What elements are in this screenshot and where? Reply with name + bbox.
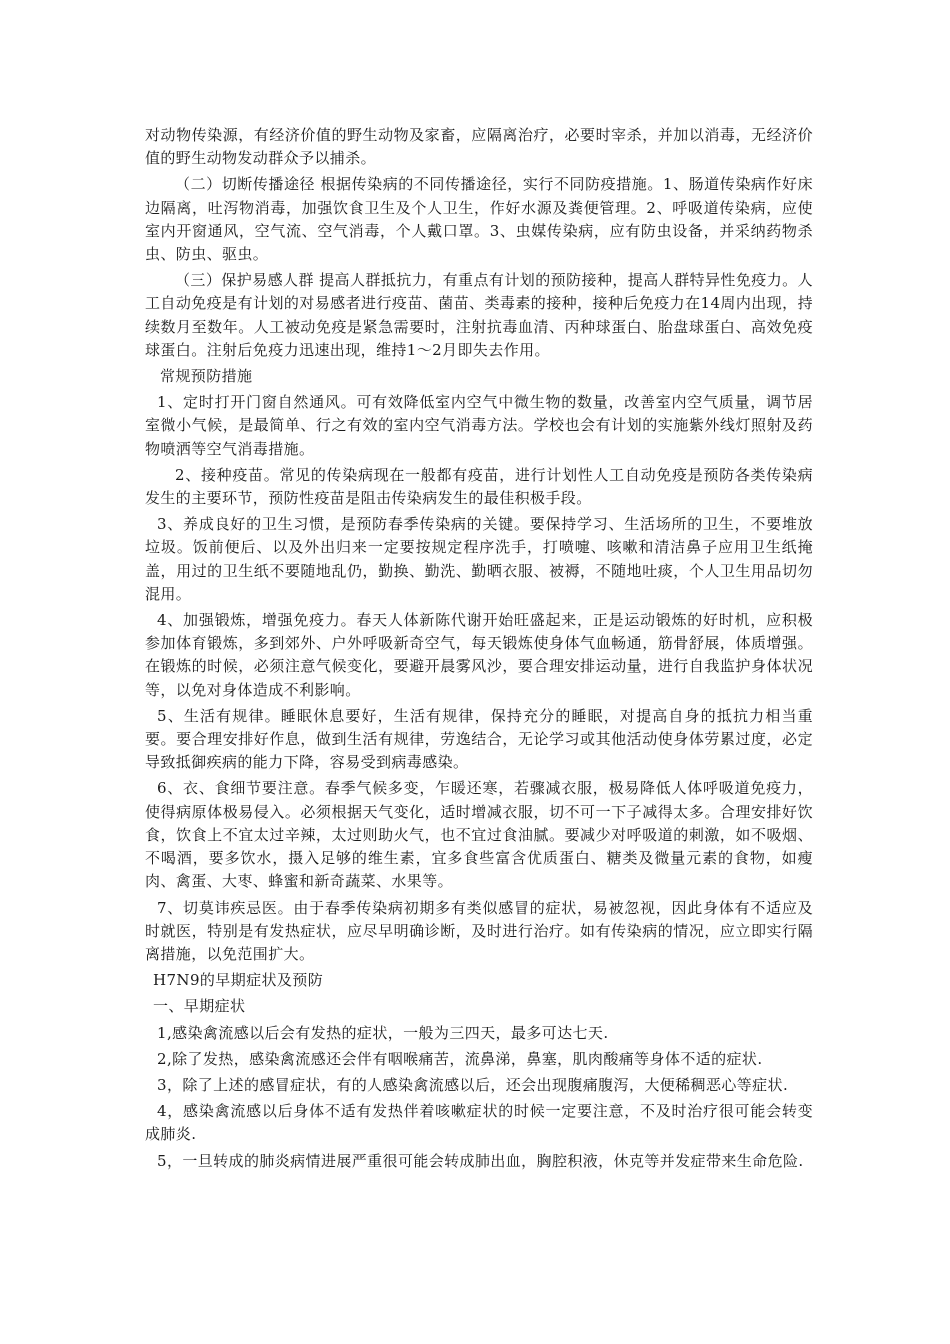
- paragraph-item-2: 2、接种疫苗。常见的传染病现在一般都有疫苗，进行计划性人工自动免疫是预防各类传染病发生的主要环节，预防性疫苗是阻击传染病发生的最佳积极手段。: [145, 465, 813, 508]
- paragraph-protect-susceptible: （三）保护易感人群 提高人群抵抗力，有重点有计划的预防接种，提高人群特异性免疫力。人工自动免疫是有计划的对易感者进行疫苗、菌苗、类毒素的接种，接种后免疫力在14周内出现，持续数月至数年。人工被动免疫是紧急需要时，注射抗毒血清、丙种球蛋白、胎盘球蛋白、高效免疫球蛋白。注射后免疫力迅速出现，维持1～2月即失去作用。: [145, 271, 813, 359]
- section-heading-h7n9: H7N9的早期症状及预防: [153, 971, 324, 990]
- symptom-item-2: 2,除了发热，感染禽流感还会伴有咽喉痛苦，流鼻涕，鼻塞，肌肉酸痛等身体不适的症状.: [157, 1049, 763, 1068]
- paragraph-item-5: 5、生活有规律。睡眠休息要好，生活有规律，保持充分的睡眠，对提高自身的抵抗力相当重要。要合理安排好作息，做到生活有规律，劳逸结合，无论学习或其他活动使身体劳累过度，必定导致抵御疾病的能力下降，容易受到病毒感染。: [145, 706, 813, 772]
- paragraph-item-7: 7、切莫讳疾忌医。由于春季传染病初期多有类似感冒的症状，易被忽视，因此身体有不适应及时就医，特别是有发热症状，应尽早明确诊断，及时进行治疗。如有传染病的情况，应立即实行隔离措施，以免范围扩大。: [145, 898, 813, 963]
- section-heading-routine-prevention: 常规预防措施: [160, 367, 253, 386]
- paragraph-item-4: 4、加强锻炼，增强免疫力。春天人体新陈代谢开始旺盛起来，正是运动锻炼的好时机，应积极参加体育锻炼，多到郊外、户外呼吸新奇空气，每天锻炼使身体气血畅通，筋骨舒展，体质增强。在锻炼的时候，必须注意气候变化，要避开晨雾风沙，要合理安排运动量，进行自我监护身体状况等，以免对身体造成不利影响。: [145, 611, 813, 699]
- symptom-item-3: 3，除了上述的感冒症状，有的人感染禽流感以后，还会出现腹痛腹泻，大便稀稠恶心等症状.: [157, 1075, 789, 1094]
- paragraph-item-6: 6、衣、食细节要注意。春季气候多变，乍暖还寒，若骤减衣服，极易降低人体呼吸道免疫力，使得病原体极易侵入。必须根据天气变化，适时增减衣服，切不可一下子减得太多。合理安排好饮食，饮食上不宜太过辛辣，太过则助火气，也不宜过食油腻。要减少对呼吸道的刺激，如不吸烟、不喝酒，要多饮水，摄入足够的维生素，宜多食些富含优质蛋白、糖类及微量元素的食物，如瘦肉、禽蛋、大枣、蜂蜜和新奇蔬菜、水果等。: [145, 779, 813, 891]
- document-page: [145, 124, 813, 1173]
- paragraph-item-1: 1、定时打开门窗自然通风。可有效降低室内空气中微生物的数量，改善室内空气质量，调节居室微小气候，是最简单、行之有效的室内空气消毒方法。学校也会有计划的实施紫外线灯照射及药物喷洒等空气消毒措施。: [145, 393, 813, 458]
- paragraph-cut-transmission: （二）切断传播途径 根据传染病的不同传播途径，实行不同防疫措施。1、肠道传染病作好床边隔离，吐泻物消毒，加强饮食卫生及个人卫生，作好水源及粪便管理。2、呼吸道传染病，应使室内开窗通风，空气流、空气消毒，个人戴口罩。3、虫媒传染病，应有防虫设备，并采纳药物杀虫、防虫、驱虫。: [145, 175, 813, 264]
- subheading-early-symptoms: 一、早期症状: [153, 997, 246, 1016]
- symptom-item-5: 5，一旦转成的肺炎病情进展严重很可能会转成肺出血，胸腔积液，休克等并发症带来生命危险.: [157, 1151, 804, 1170]
- paragraph-item-3: 3、养成良好的卫生习惯，是预防春季传染病的关键。要保持学习、生活场所的卫生，不要堆放垃圾。饭前便后、以及外出归来一定要按规定程序洗手，打喷嚏、咳嗽和清洁鼻子应用卫生纸掩盖，用过的卫生纸不要随地乱仍，勤换、勤洗、勤晒衣服、被褥，不随地吐痰，个人卫生用品切勿混用。: [145, 515, 813, 603]
- paragraph-animal-source: 对动物传染源，有经济价值的野生动物及家畜，应隔离治疗，必要时宰杀，并加以消毒，无经济价值的野生动物发动群众予以捕杀。: [145, 126, 813, 168]
- symptom-item-4: 4，感染禽流感以后身体不适有发热伴着咳嗽症状的时候一定要注意，不及时治疗很可能会转变成肺炎.: [145, 1102, 813, 1144]
- symptom-item-1: 1,感染禽流感以后会有发热的症状，一般为三四天，最多可达七天.: [157, 1023, 609, 1042]
